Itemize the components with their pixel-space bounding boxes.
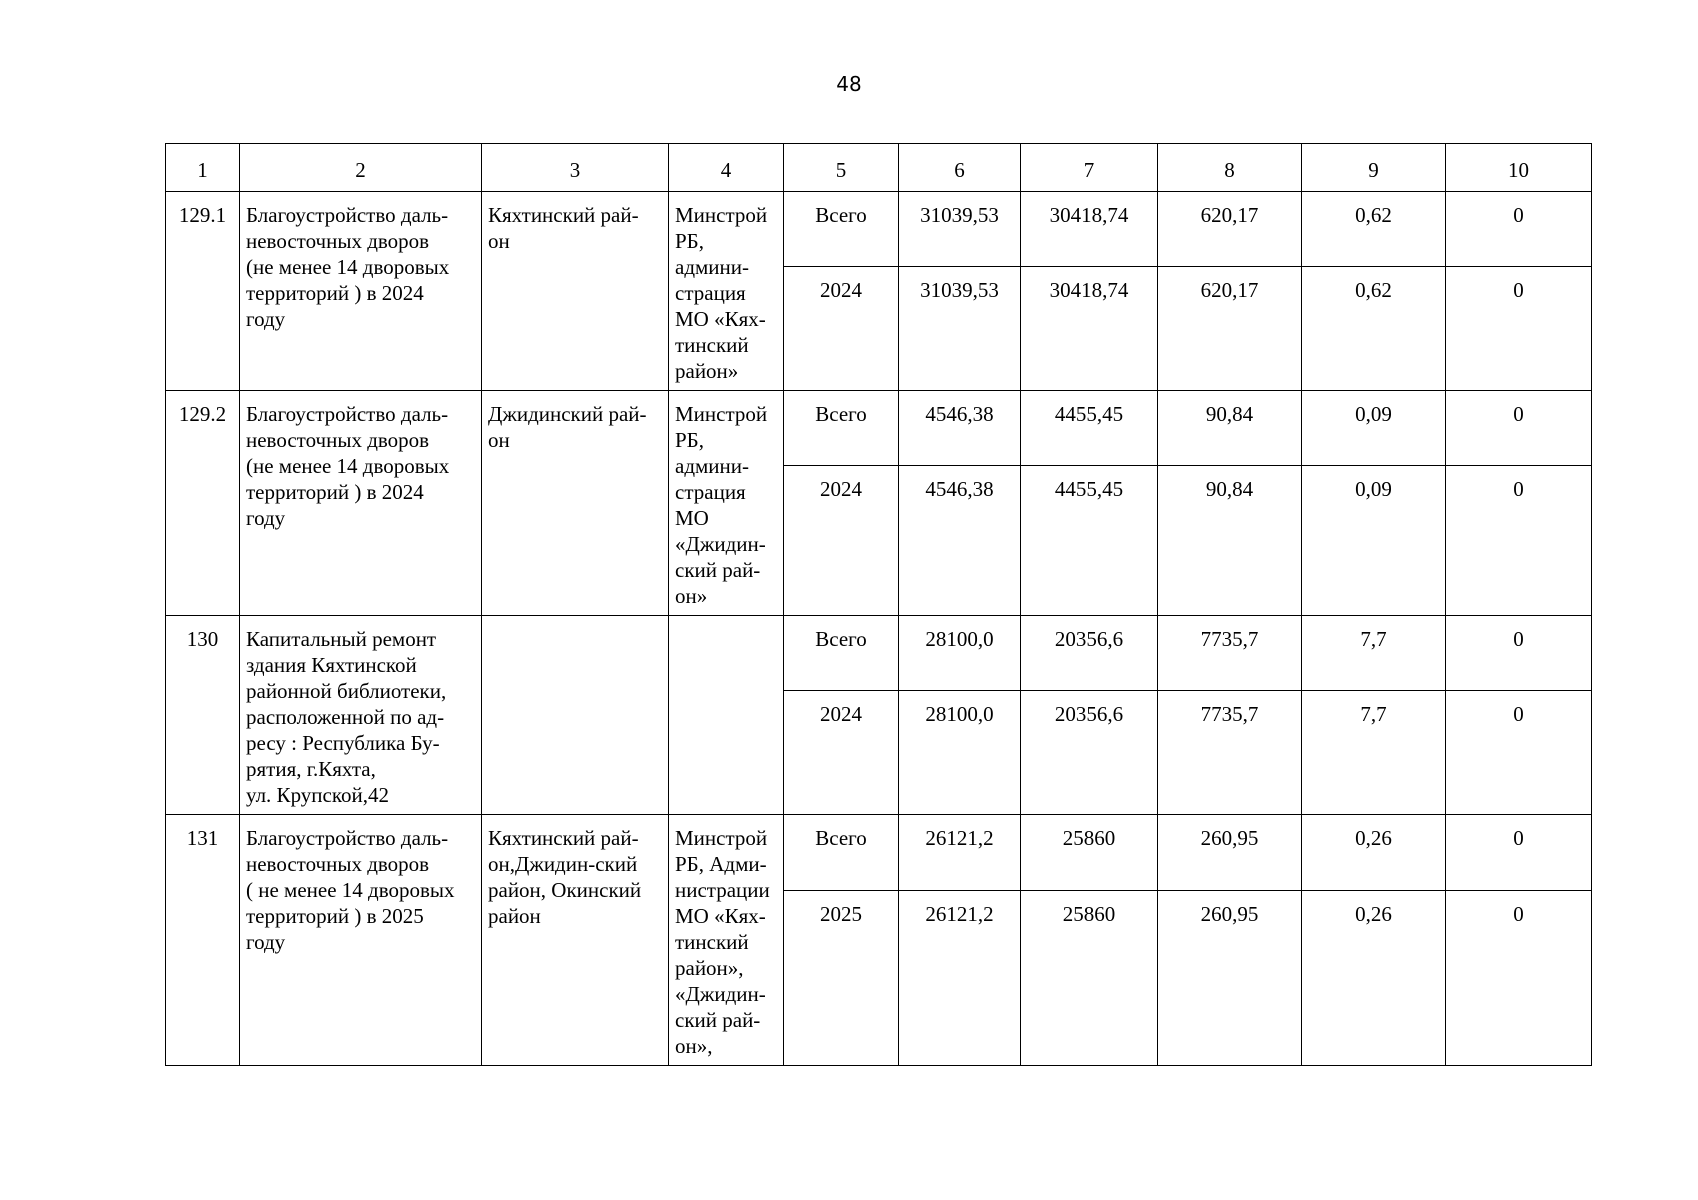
column-header: 5: [784, 144, 899, 192]
district: [482, 815, 669, 1066]
executor: [669, 192, 784, 391]
executor: [669, 391, 784, 616]
table-header-row: [166, 144, 1592, 192]
row-number: 129.2: [166, 391, 240, 616]
value-cell: 25860: [1021, 815, 1158, 891]
value-cell: 260,95: [1158, 890, 1302, 1065]
table-row: [166, 192, 1592, 267]
value-cell: 4455,45: [1021, 391, 1158, 466]
row-number: 131: [166, 815, 240, 1066]
value-cell: 0,62: [1302, 192, 1446, 267]
value-cell: 31039,53: [899, 267, 1021, 391]
row-number: 130: [166, 616, 240, 815]
value-cell: 25860: [1021, 890, 1158, 1065]
column-header: 9: [1302, 144, 1446, 192]
executor-text: Минстрой РБ, админи- страция МО «Джидин- ский рай- он»: [675, 402, 768, 608]
column-header: 6: [899, 144, 1021, 192]
value-cell: 26121,2: [899, 890, 1021, 1065]
value-cell: 90,84: [1158, 466, 1302, 616]
value-cell: 260,95: [1158, 815, 1302, 891]
value-cell: 7735,7: [1158, 616, 1302, 691]
value-cell: 20356,6: [1021, 691, 1158, 815]
district: [482, 391, 669, 616]
period-cell: 2024: [784, 466, 899, 616]
value-cell: 28100,0: [899, 616, 1021, 691]
column-header: 7: [1021, 144, 1158, 192]
value-cell: 0,62: [1302, 267, 1446, 391]
value-cell: 0: [1446, 466, 1592, 616]
measure-name-text: Благоустройство даль- невосточных дворов (не менее 14 дворовых территорий ) в 2024 году: [246, 402, 450, 530]
value-cell: 28100,0: [899, 691, 1021, 815]
value-cell: 620,17: [1158, 192, 1302, 267]
value-cell: 26121,2: [899, 815, 1021, 891]
measure-name-text: Капитальный ремонт здания Кяхтинской районной библиотеки, расположенной по ад- ресу : Республика Бу- рятия, г.Кяхта, ул. Крупской,42: [246, 627, 447, 807]
value-cell: 0: [1446, 267, 1592, 391]
period-cell: 2024: [784, 267, 899, 391]
value-cell: 0: [1446, 691, 1592, 815]
value-cell: 0: [1446, 192, 1592, 267]
value-cell: 7735,7: [1158, 691, 1302, 815]
period-cell: Всего: [784, 391, 899, 466]
measure-name: [240, 391, 482, 616]
budget-table: [165, 143, 1592, 1066]
value-cell: 4546,38: [899, 466, 1021, 616]
table-row: [166, 391, 1592, 466]
period-cell: Всего: [784, 192, 899, 267]
district: [482, 616, 669, 815]
value-cell: 620,17: [1158, 267, 1302, 391]
value-cell: 0: [1446, 890, 1592, 1065]
column-header: 3: [482, 144, 669, 192]
column-header: 1: [166, 144, 240, 192]
district: [482, 192, 669, 391]
measure-name: [240, 616, 482, 815]
measure-name-text: Благоустройство даль- невосточных дворов (не менее 14 дворовых территорий ) в 2024 году: [246, 203, 450, 331]
row-number: 129.1: [166, 192, 240, 391]
measure-name: [240, 815, 482, 1066]
period-cell: Всего: [784, 815, 899, 891]
column-header: 4: [669, 144, 784, 192]
value-cell: 0: [1446, 815, 1592, 891]
value-cell: 0: [1446, 391, 1592, 466]
value-cell: 0,26: [1302, 890, 1446, 1065]
district-text: Кяхтинский рай- он,Джидин-ский район, Окинский район: [488, 826, 642, 928]
column-header: 2: [240, 144, 482, 192]
value-cell: 0,09: [1302, 466, 1446, 616]
column-header: 8: [1158, 144, 1302, 192]
value-cell: 0: [1446, 616, 1592, 691]
table-row: [166, 616, 1592, 691]
value-cell: 4546,38: [899, 391, 1021, 466]
value-cell: 31039,53: [899, 192, 1021, 267]
district-text: Джидинский рай- он: [488, 402, 647, 452]
value-cell: 90,84: [1158, 391, 1302, 466]
executor: [669, 616, 784, 815]
measure-name: [240, 192, 482, 391]
value-cell: 7,7: [1302, 691, 1446, 815]
executor-text: Минстрой РБ, админи- страция МО «Кях- тинский район»: [675, 203, 768, 383]
table-row: [166, 815, 1592, 891]
page-number: 48: [836, 72, 862, 96]
value-cell: 7,7: [1302, 616, 1446, 691]
period-cell: 2025: [784, 890, 899, 1065]
district-text: Кяхтинский рай- он: [488, 203, 639, 253]
executor: [669, 815, 784, 1066]
measure-name-text: Благоустройство даль- невосточных дворов ( не менее 14 дворовых территорий ) в 2025 году: [246, 826, 455, 954]
value-cell: 30418,74: [1021, 267, 1158, 391]
value-cell: 0,09: [1302, 391, 1446, 466]
executor-text: Минстрой РБ, Адми- нистрации МО «Кях- тинский район», «Джидин- ский рай- он»,: [675, 826, 770, 1058]
value-cell: 4455,45: [1021, 466, 1158, 616]
value-cell: 30418,74: [1021, 192, 1158, 267]
value-cell: 0,26: [1302, 815, 1446, 891]
period-cell: 2024: [784, 691, 899, 815]
column-header: 10: [1446, 144, 1592, 192]
period-cell: Всего: [784, 616, 899, 691]
value-cell: 20356,6: [1021, 616, 1158, 691]
